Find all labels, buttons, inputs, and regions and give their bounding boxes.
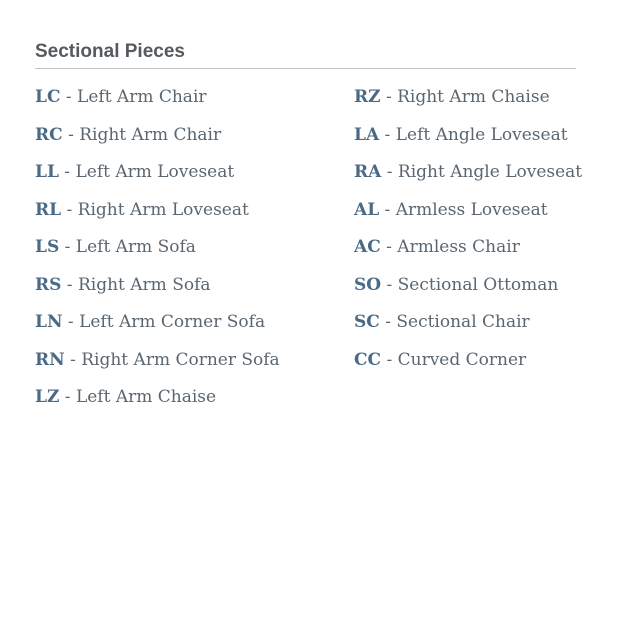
piece-code: AL [354, 199, 380, 220]
piece-name: Sectional Ottoman [397, 274, 559, 295]
piece-name: Left Arm Loveseat [75, 162, 235, 182]
piece-name: Right Arm Sofa [77, 274, 211, 295]
piece-name: Right Arm Corner Sofa [81, 349, 280, 370]
piece-code: RC [35, 124, 63, 145]
piece-name: Armless Loveseat [395, 199, 548, 220]
piece-name: Curved Corner [397, 349, 527, 370]
piece-name: Armless Chair [397, 237, 520, 257]
piece-code: LN [35, 312, 63, 332]
piece-code: RN [35, 349, 65, 370]
piece-item [35, 310, 280, 348]
piece-code: SO [354, 274, 382, 295]
piece-code: RZ [354, 87, 381, 107]
piece-name: Right Arm Loveseat [77, 199, 249, 220]
piece-code: RL [35, 199, 62, 220]
piece-separator: - [58, 162, 76, 182]
piece-separator: - [380, 87, 398, 107]
piece-code: SC [354, 312, 380, 332]
piece-name: Left Angle Loveseat [395, 124, 568, 145]
piece-separator: - [62, 312, 80, 332]
piece-item [354, 198, 582, 236]
piece-name: Right Angle Loveseat [397, 162, 583, 182]
piece-separator: - [379, 312, 397, 332]
piece-separator: - [61, 274, 78, 295]
piece-code: LA [354, 124, 380, 145]
piece-separator: - [381, 349, 398, 370]
piece-code: LS [35, 237, 60, 257]
piece-separator: - [59, 237, 76, 257]
piece-separator: - [62, 124, 80, 145]
piece-separator: - [381, 274, 398, 295]
piece-name: Right Arm Chair [79, 124, 222, 145]
piece-separator: - [379, 199, 396, 220]
piece-name: Left Arm Sofa [75, 237, 196, 257]
piece-name: Right Arm Chaise [397, 87, 550, 107]
piece-item [35, 273, 280, 311]
piece-item [354, 310, 582, 348]
piece-item [354, 123, 582, 161]
piece-name: Left Arm Chaise [75, 387, 217, 407]
piece-item [354, 235, 582, 273]
piece-separator: - [64, 349, 82, 370]
piece-item [35, 385, 280, 423]
piece-code: AC [354, 237, 381, 257]
pieces-column-left [35, 85, 280, 423]
piece-code: RS [35, 274, 62, 295]
piece-code: CC [354, 349, 382, 370]
piece-code: LC [35, 87, 61, 107]
piece-item [354, 348, 582, 386]
piece-item [35, 123, 280, 161]
piece-item [354, 273, 582, 311]
piece-separator: - [381, 162, 398, 182]
piece-item [35, 85, 280, 123]
piece-name: Sectional Chair [396, 312, 530, 332]
piece-code: LZ [35, 387, 60, 407]
piece-item [35, 235, 280, 273]
piece-separator: - [61, 199, 78, 220]
piece-name: Left Arm Corner Sofa [79, 312, 266, 332]
piece-separator: - [59, 387, 76, 407]
piece-name: Left Arm Chair [77, 87, 207, 107]
piece-separator: - [379, 124, 396, 145]
piece-code: LL [35, 162, 59, 182]
sectional-pieces-panel [35, 40, 583, 407]
piece-item [35, 198, 280, 236]
piece-code: RA [354, 162, 382, 182]
piece-separator: - [380, 237, 398, 257]
pieces-column-right [354, 85, 582, 385]
piece-separator: - [60, 87, 78, 107]
section-title: Sectional Pieces [35, 40, 576, 69]
piece-item [35, 348, 280, 386]
piece-item [354, 160, 582, 198]
piece-item [35, 160, 280, 198]
piece-item [354, 85, 582, 123]
